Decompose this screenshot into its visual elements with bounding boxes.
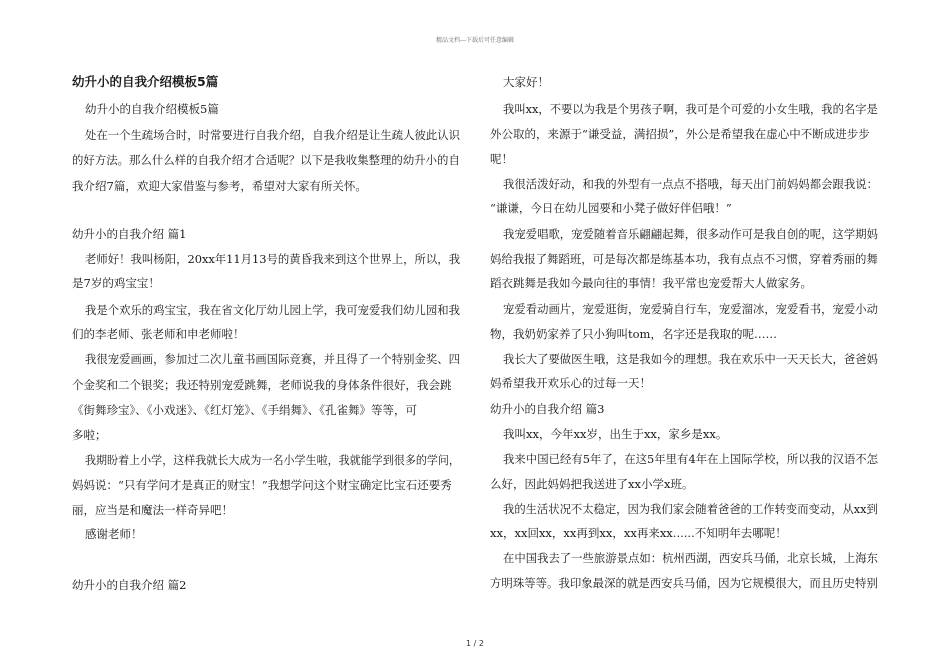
subtitle-line: 幼升小的自我介绍模板5篇 <box>85 102 219 116</box>
paragraph-line: 么好，因此妈妈把我送进了xx小学x班。 <box>490 477 694 491</box>
section-heading-1: 幼升小的自我介绍 篇1 <box>72 227 187 241</box>
paragraph-line: 多啦； <box>72 428 107 442</box>
paragraph-line: 我是个欢乐的鸡宝宝，我在省文化厅幼儿园上学，我可宠爱我们幼儿园和我 <box>85 303 460 317</box>
paragraph-line: 老师好！我叫杨阳，20xx年11月13号的黄昏我来到这个世界上，所以，我 <box>85 252 461 266</box>
page-number: 1 / 2 <box>466 639 484 648</box>
paragraph-line: 我介绍7篇，欢迎大家借鉴与参考，希望对大家有所关怀。 <box>72 179 367 193</box>
section-heading-2: 幼升小的自我介绍 篇2 <box>72 578 187 592</box>
paragraph-line: 我很活泼好动，和我的外型有一点点不搭哦，每天出门前妈妈都会跟我说： <box>503 177 878 191</box>
paragraph-line: 是7岁的鸡宝宝！ <box>72 276 160 290</box>
paragraph-line: 感谢老师！ <box>85 527 143 541</box>
paragraph-line: 在中国我去了一些旅游景点如：杭州西湖，西安兵马俑，北京长城，上海东 <box>503 551 878 565</box>
paragraph-line: 我期盼着上小学，这样我就长大成为一名小学生啦，我就能学到很多的学问， <box>85 453 460 467</box>
paragraph-line: 妈妈说：“只有学问才是真正的财宝！”我想学问这个财宝确定比宝石还要秀 <box>72 478 452 492</box>
page-header: 精品文档---下载后可任意编辑 <box>435 37 515 44</box>
paragraph-line: 丽，应当是和魔法一样奇异吧！ <box>72 503 233 517</box>
paragraph-line: 的好方法。那么什么样的自我介绍才合适呢？以下是我收集整理的幼升小的自 <box>72 153 460 167</box>
paragraph-line: 方明珠等等。我印象最深的就是西安兵马俑，因为它规模很大，而且历史特别 <box>490 576 878 590</box>
paragraph-line: xx，xx回xx，xx再到xx，xx再来xx......不知明年去哪呢！ <box>490 526 787 540</box>
paragraph-line: 物，我奶奶家养了只小狗叫tom，名字还是我取的呢…… <box>490 327 777 341</box>
section-heading-3: 幼升小的自我介绍 篇3 <box>490 402 605 416</box>
paragraph-line: 呢！ <box>490 152 513 166</box>
paragraph-line: 外公取的，来源于“谦受益，满招损”，外公是希望我在虚心中不断成进步步 <box>490 127 870 141</box>
paragraph-line: 我长大了要做医生哦，这是我如今的理想。我在欢乐中一天天长大，爸爸妈 <box>503 352 878 366</box>
paragraph-line: 我叫xx，不要以为我是个男孩子啊，我可是个可爱的小女生哦，我的名字是 <box>503 102 878 116</box>
paragraph-line: 个金奖和二个银奖；我还特别宠爱跳舞，老师说我的身体条件很好，我会跳 <box>72 378 452 392</box>
paragraph-line: 蹈衣跳舞是我如今最向往的事情！我平常也宠爱帮大人做家务。 <box>490 276 812 290</box>
paragraph-line: 《街舞珍宝》、《小戏迷》、《红灯笼》、《手绢舞》、《孔雀舞》等等，可 <box>72 403 417 417</box>
paragraph-line: 宠爱看动画片，宠爱逛街，宠爱骑自行车，宠爱溜冰，宠爱看书，宠爱小动 <box>503 302 878 316</box>
paragraph-line: 们的李老师、张老师和申老师啦！ <box>72 327 245 341</box>
paragraph-line: 我叫xx，今年xx岁，出生于xx，家乡是xx。 <box>503 427 728 441</box>
paragraph-line: “谦谦，今日在幼儿园要和小凳子做好伴侣哦！” <box>490 201 732 215</box>
paragraph-line: 处在一个生疏场合时，时常要进行自我介绍，自我介绍是让生疏人彼此认识 <box>85 128 460 142</box>
paragraph-line: 我的生活状况不太稳定，因为我们家会随着爸爸的工作转变而变动，从xx到 <box>503 502 878 516</box>
paragraph-line: 我很宠爱画画，参加过二次儿童书画国际竞赛，并且得了一个特别金奖、四 <box>85 352 460 366</box>
paragraph-line: 妈给我报了舞蹈班，可是每次都是练基本功，我有点点不习惯，穿着秀丽的舞 <box>490 252 878 266</box>
document-title: 幼升小的自我介绍模板5篇 <box>72 74 219 89</box>
paragraph-line: 我宠爱唱歌，宠爱随着音乐翩翩起舞，很多动作可是我自创的呢，这学期妈 <box>503 227 878 241</box>
paragraph-line: 我来中国已经有5年了，在这5年里有4年在上国际学校，所以我的汉语不怎 <box>503 452 879 466</box>
paragraph-line: 大家好！ <box>503 75 549 89</box>
paragraph-line: 妈希望我开欢乐心的过每一天！ <box>490 376 651 390</box>
